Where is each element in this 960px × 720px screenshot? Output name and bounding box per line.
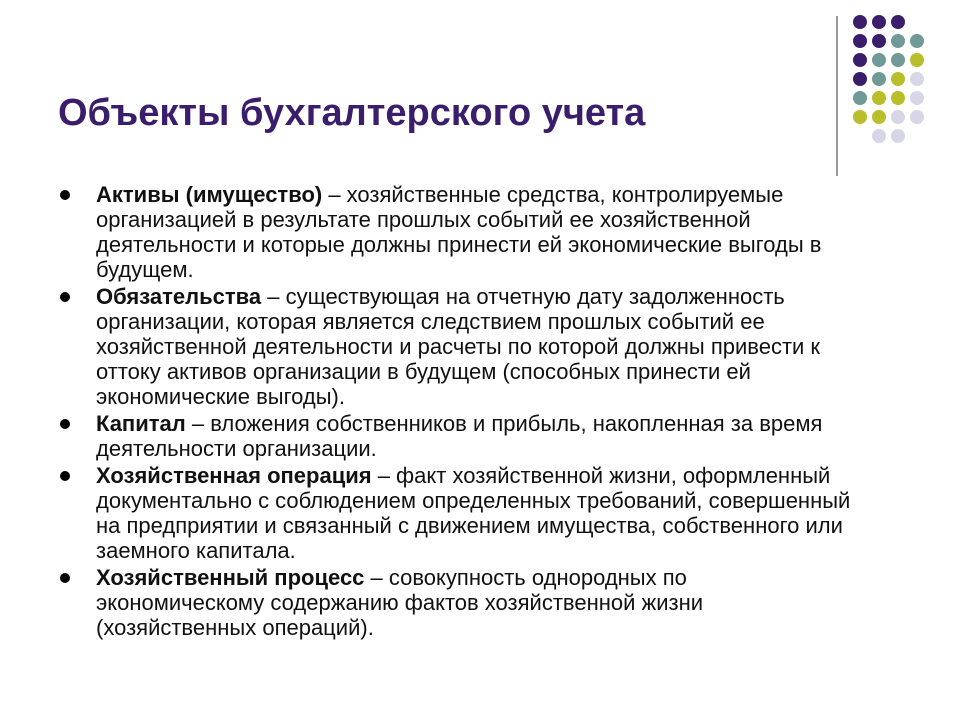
term-assets: Активы (имущество) (96, 182, 323, 207)
decorative-dot (872, 15, 886, 29)
decorative-dot (853, 72, 867, 86)
decorative-dot (872, 91, 886, 105)
decorative-dot (910, 53, 924, 67)
decorative-dot (891, 110, 905, 124)
decorative-dot (872, 34, 886, 48)
bullet-icon (60, 190, 70, 200)
decorative-dot (872, 53, 886, 67)
vertical-divider (836, 16, 838, 176)
decorative-dot (853, 91, 867, 105)
decorative-dot (853, 110, 867, 124)
slide-title: Объекты бухгалтерского учета (58, 92, 646, 134)
definition-assets: – хозяйственные средства, контролируемые организацией в результате прошлых событий ее хозяйственной деятельности и которые должны принести ей экономические выгоды в будущем. (96, 182, 822, 282)
bullet-icon (60, 419, 70, 429)
decorative-dot (891, 34, 905, 48)
bullet-icon (60, 292, 70, 302)
bullet-item-capital (58, 411, 858, 461)
definition-process: – совокупность однородных по экономическому содержанию фактов хозяйственной жизни (хозяйственных операций). (96, 565, 704, 640)
decorative-dot (910, 91, 924, 105)
decorative-dot (891, 15, 905, 29)
definition-capital: – вложения собственников и прибыль, накопленная за время деятельности организации. (96, 411, 823, 461)
decorative-dot (872, 72, 886, 86)
bullet-icon (60, 573, 70, 583)
bullet-item-operation (58, 463, 858, 563)
decorative-dot (872, 129, 886, 143)
term-capital: Капитал (96, 411, 186, 436)
decorative-dot (891, 53, 905, 67)
decorative-dot (910, 72, 924, 86)
bullet-list (58, 182, 858, 642)
bullet-item-assets (58, 182, 858, 282)
decorative-dot (891, 72, 905, 86)
bullet-item-liabilities (58, 284, 858, 409)
decorative-dot (891, 129, 905, 143)
decorative-dot (872, 110, 886, 124)
decorative-dot (853, 15, 867, 29)
term-liabilities: Обязательства (96, 284, 262, 309)
decorative-dot (853, 53, 867, 67)
decorative-dot (891, 91, 905, 105)
decorative-dot (853, 34, 867, 48)
decorative-dot (910, 110, 924, 124)
bullet-item-process (58, 565, 858, 640)
term-process: Хозяйственный процесс (96, 565, 365, 590)
term-operation: Хозяйственная операция (96, 463, 372, 488)
decorative-dot (910, 34, 924, 48)
definition-operation: – факт хозяйственной жизни, оформленный документально с соблюдением определенных требований, совершенный на предприятии и связанный с движением имущества, собственного или заемного капитала. (96, 463, 851, 563)
definition-liabilities: – существующая на отчетную дату задолженность организации, которая является следствием прошлых событий ее хозяйственной деятельности и расчеты по которой должны привести к оттоку активов организации в будущем (способных принести ей экономические выгоды). (96, 284, 821, 409)
bullet-icon (60, 471, 70, 481)
